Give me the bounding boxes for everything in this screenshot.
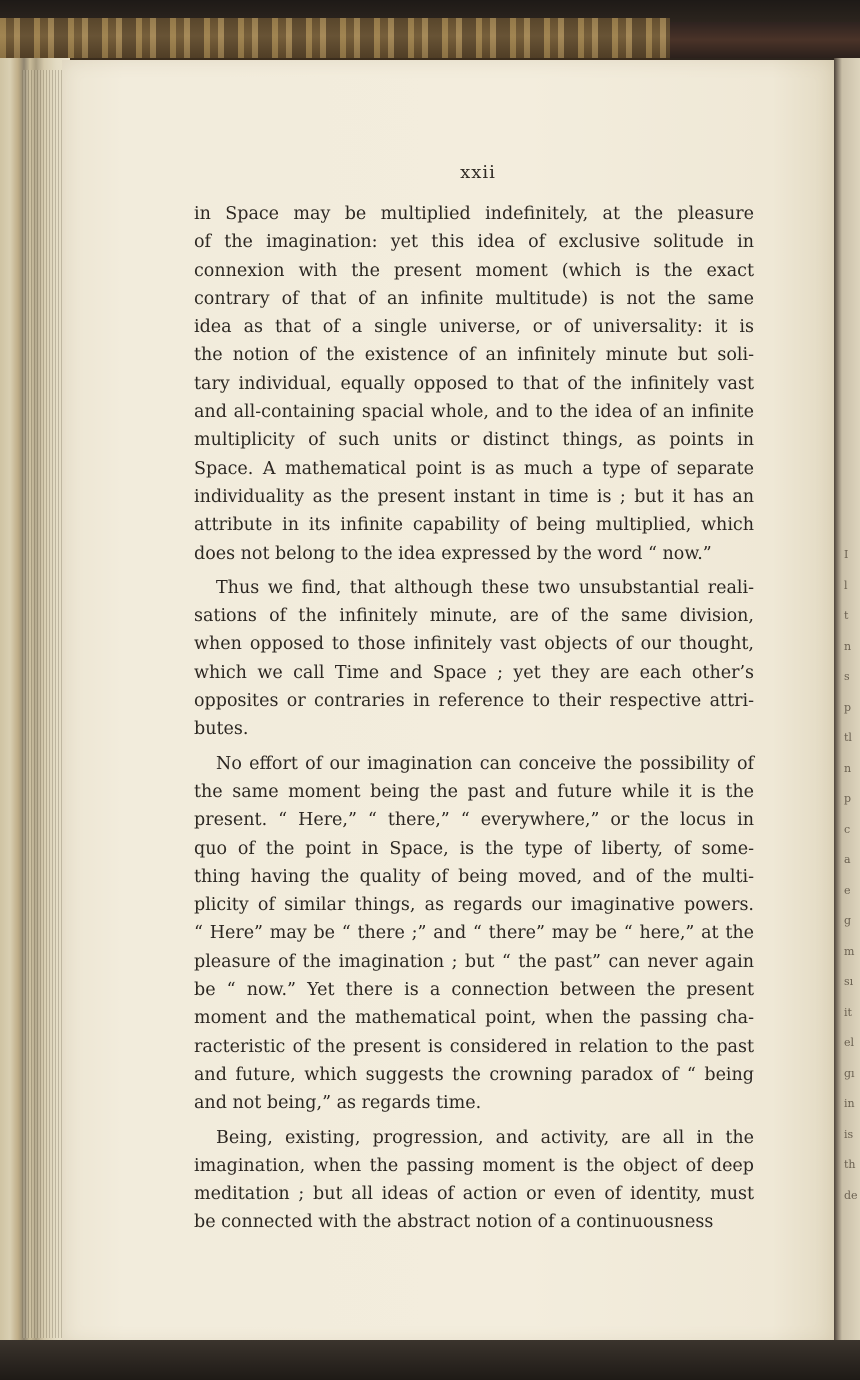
fragment-letter: n — [844, 639, 852, 653]
text-line: which we call Time and Space ; yet they are each other’s — [194, 662, 754, 683]
text-line: attribute in its infinite capability of being multiplied, which — [194, 515, 754, 536]
body-text — [194, 200, 754, 1237]
text-line: racteristic of the present is considered in relation to the past — [194, 1036, 754, 1057]
text-line: quo of the point in Space, is the type of liberty, of some- — [194, 838, 754, 859]
fragment-letter: gı — [844, 1066, 855, 1080]
fragment-letter: it — [844, 1005, 852, 1019]
fragment-letter: t — [844, 609, 849, 622]
text-line: and future, which suggests the crowning paradox of “ being — [194, 1064, 754, 1085]
fragment-letter: tl — [844, 731, 852, 744]
fragment-letter: n — [844, 761, 852, 775]
fragment-letter: a — [844, 853, 851, 866]
gilt-ornament-border — [0, 18, 670, 60]
text-line: the notion of the existence of an infinitely minute but soli- — [194, 345, 754, 366]
book-bottom-edge — [0, 1340, 860, 1380]
text-line: opposites or contraries in reference to their respective attri- — [194, 691, 754, 712]
text-line: Being, existing, progression, and activity, are all in the — [216, 1127, 754, 1148]
text-line: and not being,” as regards time. — [194, 1093, 482, 1114]
text-line: multiplicity of such units or distinct things, as points in — [194, 430, 754, 451]
fragment-letter: e — [844, 883, 851, 897]
text-line: moment and the mathematical point, when the passing cha- — [194, 1008, 754, 1029]
text-line: of the imagination: yet this idea of exclusive solitude in — [194, 232, 754, 253]
text-line: be connected with the abstract notion of a continuousness — [194, 1212, 714, 1233]
fragment-letter: s — [844, 670, 850, 683]
adjacent-page-fragments — [844, 540, 860, 1211]
text-line: when opposed to those infinitely vast objects of our thought, — [194, 634, 754, 655]
text-line: No effort of our imagination can conceive the possibility of — [216, 753, 754, 774]
text-line: does not belong to the idea expressed by the word “ now.” — [194, 543, 712, 564]
text-line: butes. — [194, 719, 249, 740]
text-line: present. “ Here,” “ there,” “ everywhere,” or the locus in — [194, 810, 754, 831]
text-line: Space. A mathematical point is as much a type of separate — [194, 458, 754, 479]
text-line: meditation ; but all ideas of action or even of identity, must — [194, 1184, 754, 1205]
text-line: in Space may be multiplied indefinitely, at the pleasure — [194, 204, 754, 224]
text-line: sations of the infinitely minute, are of the same division, — [194, 606, 754, 627]
fragment-letter: sı — [844, 975, 854, 988]
fragment-letter: p — [844, 700, 852, 714]
text-line: thing having the quality of being moved, and of the multi- — [194, 866, 754, 887]
text-line: Thus we find, that although these two unsubstantial reali- — [216, 577, 754, 598]
text-line: and all-containing spacial whole, and to the idea of an infinite — [194, 402, 754, 423]
fragment-letter: I — [844, 548, 849, 561]
text-line: connexion with the present moment (which is the exact — [194, 260, 754, 281]
fragment-letter: el — [844, 1036, 855, 1049]
fragment-letter: de — [844, 1188, 858, 1202]
page-number: xxii — [460, 162, 496, 183]
text-line: be “ now.” Yet there is a connection between the present — [194, 980, 754, 1001]
fragment-letter: m — [844, 944, 855, 958]
text-line: tary individual, equally opposed to that of the infinitely vast — [194, 373, 754, 394]
fragment-letter: p — [844, 792, 852, 805]
text-line: plicity of similar things, as regards our imaginative powers. — [194, 895, 754, 916]
text-line: imagination, when the passing moment is the object of deep — [194, 1155, 754, 1176]
text-line: “ Here” may be “ there ;” and “ there” may be “ here,” at the — [194, 923, 754, 944]
fragment-letter: c — [844, 822, 851, 836]
text-line: pleasure of the imagination ; but “ the past” can never again — [194, 951, 754, 972]
fragment-letter: is — [844, 1127, 854, 1141]
fragment-letter: g — [844, 914, 852, 927]
text-line: the same moment being the past and future while it is the — [194, 781, 754, 802]
fragment-letter: in — [844, 1097, 855, 1110]
fragment-letter: l — [844, 578, 848, 592]
fragment-letter: th — [844, 1158, 856, 1171]
binding-spine — [670, 22, 860, 58]
text-line: individuality as the present instant in time is ; but it has an — [194, 486, 754, 507]
text-line: contrary of that of an infinite multitude) is not the same — [194, 288, 754, 309]
text-line: idea as that of a single universe, or of universality: it is — [194, 317, 754, 338]
